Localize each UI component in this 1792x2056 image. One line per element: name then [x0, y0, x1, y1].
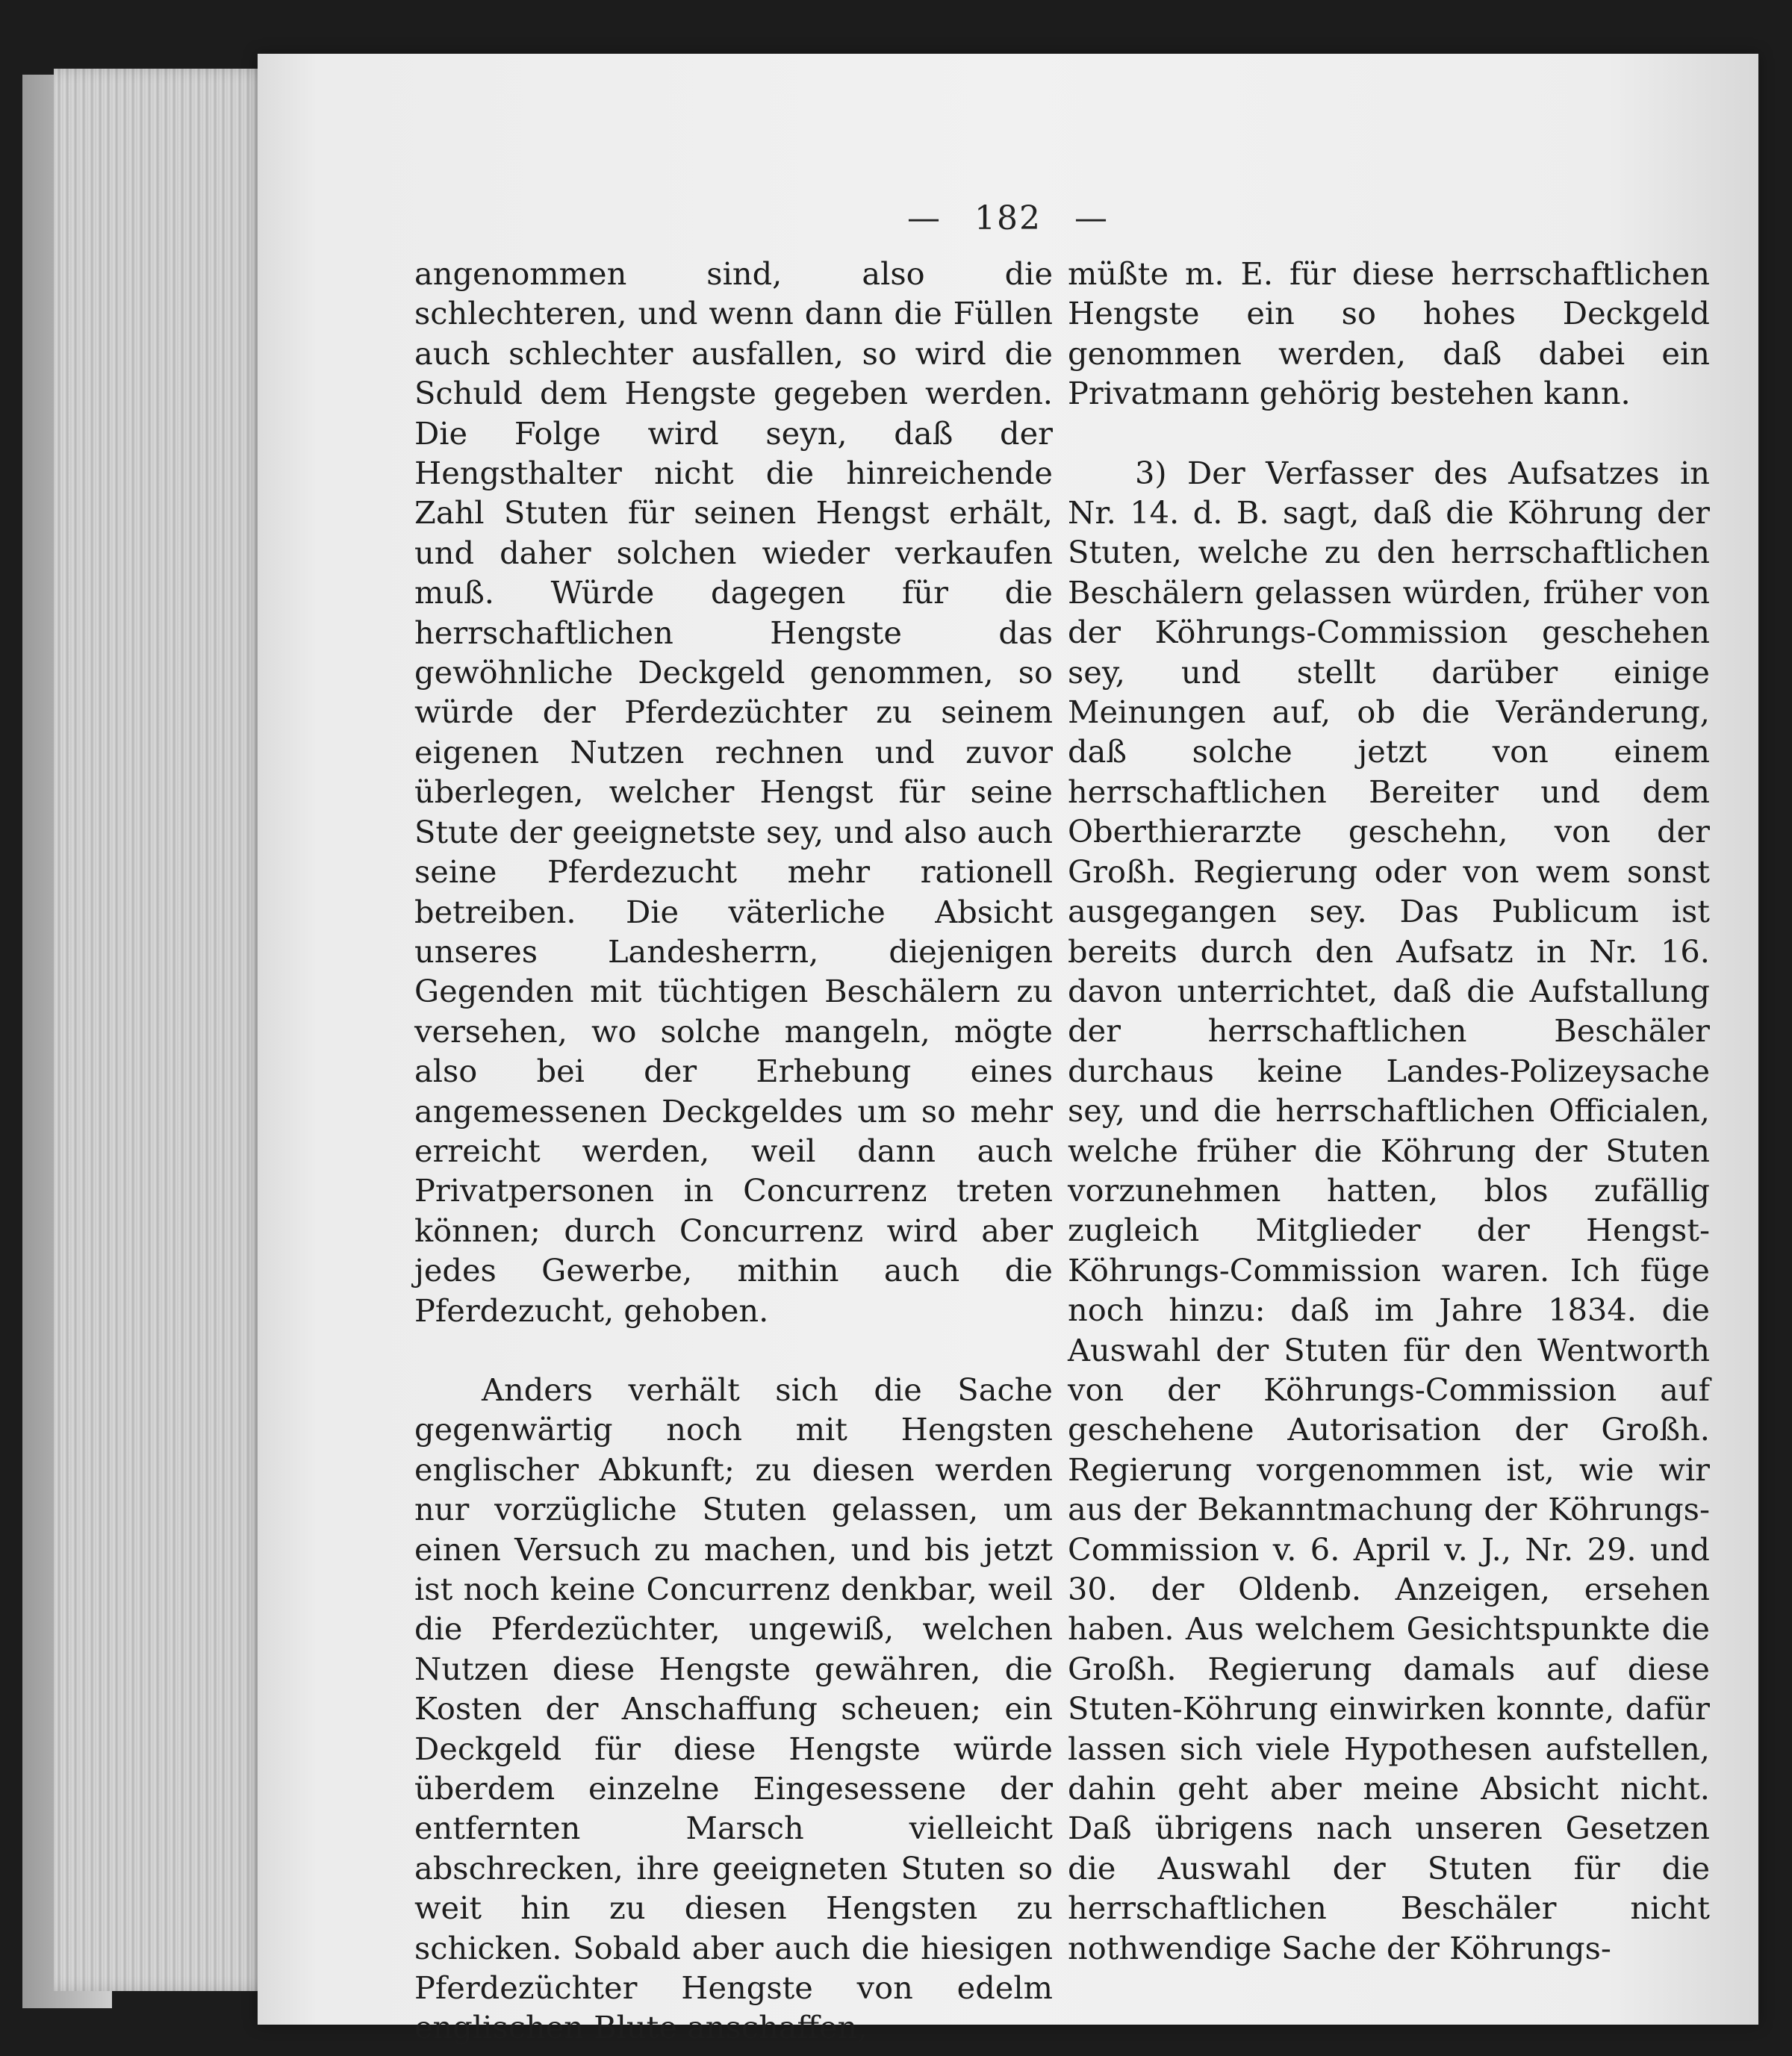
left-paragraph-1: angenommen sind, also die schlechteren, und wenn dann die Füllen auch schlechter ausfallen, so wird die Schuld dem Hengste gegeben werden. Die Folge wird seyn, daß der Hengsthalter nicht die hinreichende Zahl Stuten für seinen Hengst erhält, und daher solchen wieder verkaufen muß. Würde dagegen für die herrschaftlichen Hengste das gewöhnliche Deckgeld genommen, so würde der Pferdezüchter zu seinem eigenen Nutzen rechnen und zuvor überlegen, welcher Hengst für seine Stute der geeignetste sey, und also auch seine Pferdezucht mehr rationell betreiben. Die väterliche Absicht unseres Landesherrn, diejenigen Gegenden mit tüchtigen Beschälern zu versehen, wo solche mangeln, mögte also bei der Erhebung eines angemessenen Deckgeldes um so mehr erreicht werden, weil dann auch Privatpersonen in Concurrenz treten können; durch Concurrenz wird aber jedes Gewerbe, mithin auch die Pferdezucht, gehoben. — [414, 255, 1053, 1329]
page-number-header — [258, 199, 1758, 237]
page-number: 182 — [974, 199, 1042, 237]
left-paragraph-2: Anders verhält sich die Sache gegenwärtig noch mit Hengsten englischer Abkunft; zu diesen werden nur vorzügliche Stuten gelassen, um einen Versuch zu machen, und bis jetzt ist noch keine Concurrenz denkbar, weil die Pferdezüchter, ungewiß, welchen Nutzen diese Hengste gewähren, die Kosten der Anschaffung scheuen; ein Deckgeld für diese Hengste würde überdem einzelne Eingesessene der entfernten Marsch vielleicht abschrecken, ihre geeigneten Stuten so weit hin zu diesen Hengsten zu schicken. Sobald aber auch die hiesigen Pferdezüchter Hengste von edelm englischen Blute anschaffen, — [414, 1371, 1053, 2046]
right-paragraph-2: 3) Der Verfasser des Aufsatzes in Nr. 14. d. B. sagt, daß die Köhrung der Stuten, welche zu den herrschaftlichen Beschälern gelassen würden, früher von der Köhrungs-Commission geschehen sey, und stellt darüber einige Meinungen auf, ob die Veränderung, daß solche jetzt von einem herrschaftlichen Bereiter und dem Oberthierarzte geschehn, von der Großh. Regierung oder von wem sonst ausgegangen sey. Das Publicum ist bereits durch den Aufsatz in Nr. 16. davon unterrichtet, daß die Aufstallung der herrschaftlichen Beschäler durchaus keine Landes-Polizeysache sey, und die herrschaftlichen Officialen, welche früher die Köhrung der Stuten vorzunehmen hatten, blos zufällig zugleich Mitglieder der Hengst-Köhrungs-Commission waren. Ich füge noch hinzu: daß im Jahre 1834. die Auswahl der Stuten für den Wentworth von der Köhrungs-Commission auf geschehene Autorisation der Großh. Regierung vorgenommen ist, wie wir aus der Bekanntmachung der Köhrungs-Commission v. 6. April v. J., Nr. 29. und 30. der Oldenb. Anzeigen, ersehen haben. Aus welchem Gesichtspunkte die Großh. Regierung damals auf diese Stuten-Köhrung einwirken konnte, dafür lassen sich viele Hypothesen aufstellen, dahin geht aber meine Absicht nicht. Daß übrigens nach unseren Gesetzen die Auswahl der Stuten für die herrschaftlichen Beschäler nicht nothwendige Sache der Köhrungs- — [1068, 454, 1710, 1966]
left-text-column — [414, 254, 1053, 2048]
book-page-edges — [54, 69, 278, 1991]
right-text-column — [1068, 254, 1710, 1968]
book-page — [258, 54, 1758, 2046]
right-paragraph-1: müßte m. E. für diese herrschaftlichen Hengste ein so hohes Deckgeld genommen werden, daß dabei ein Privatmann gehörig bestehen kann. — [1068, 255, 1710, 412]
page-number-dash-right: — — [1074, 199, 1109, 237]
page-number-dash-left: — — [907, 199, 942, 237]
